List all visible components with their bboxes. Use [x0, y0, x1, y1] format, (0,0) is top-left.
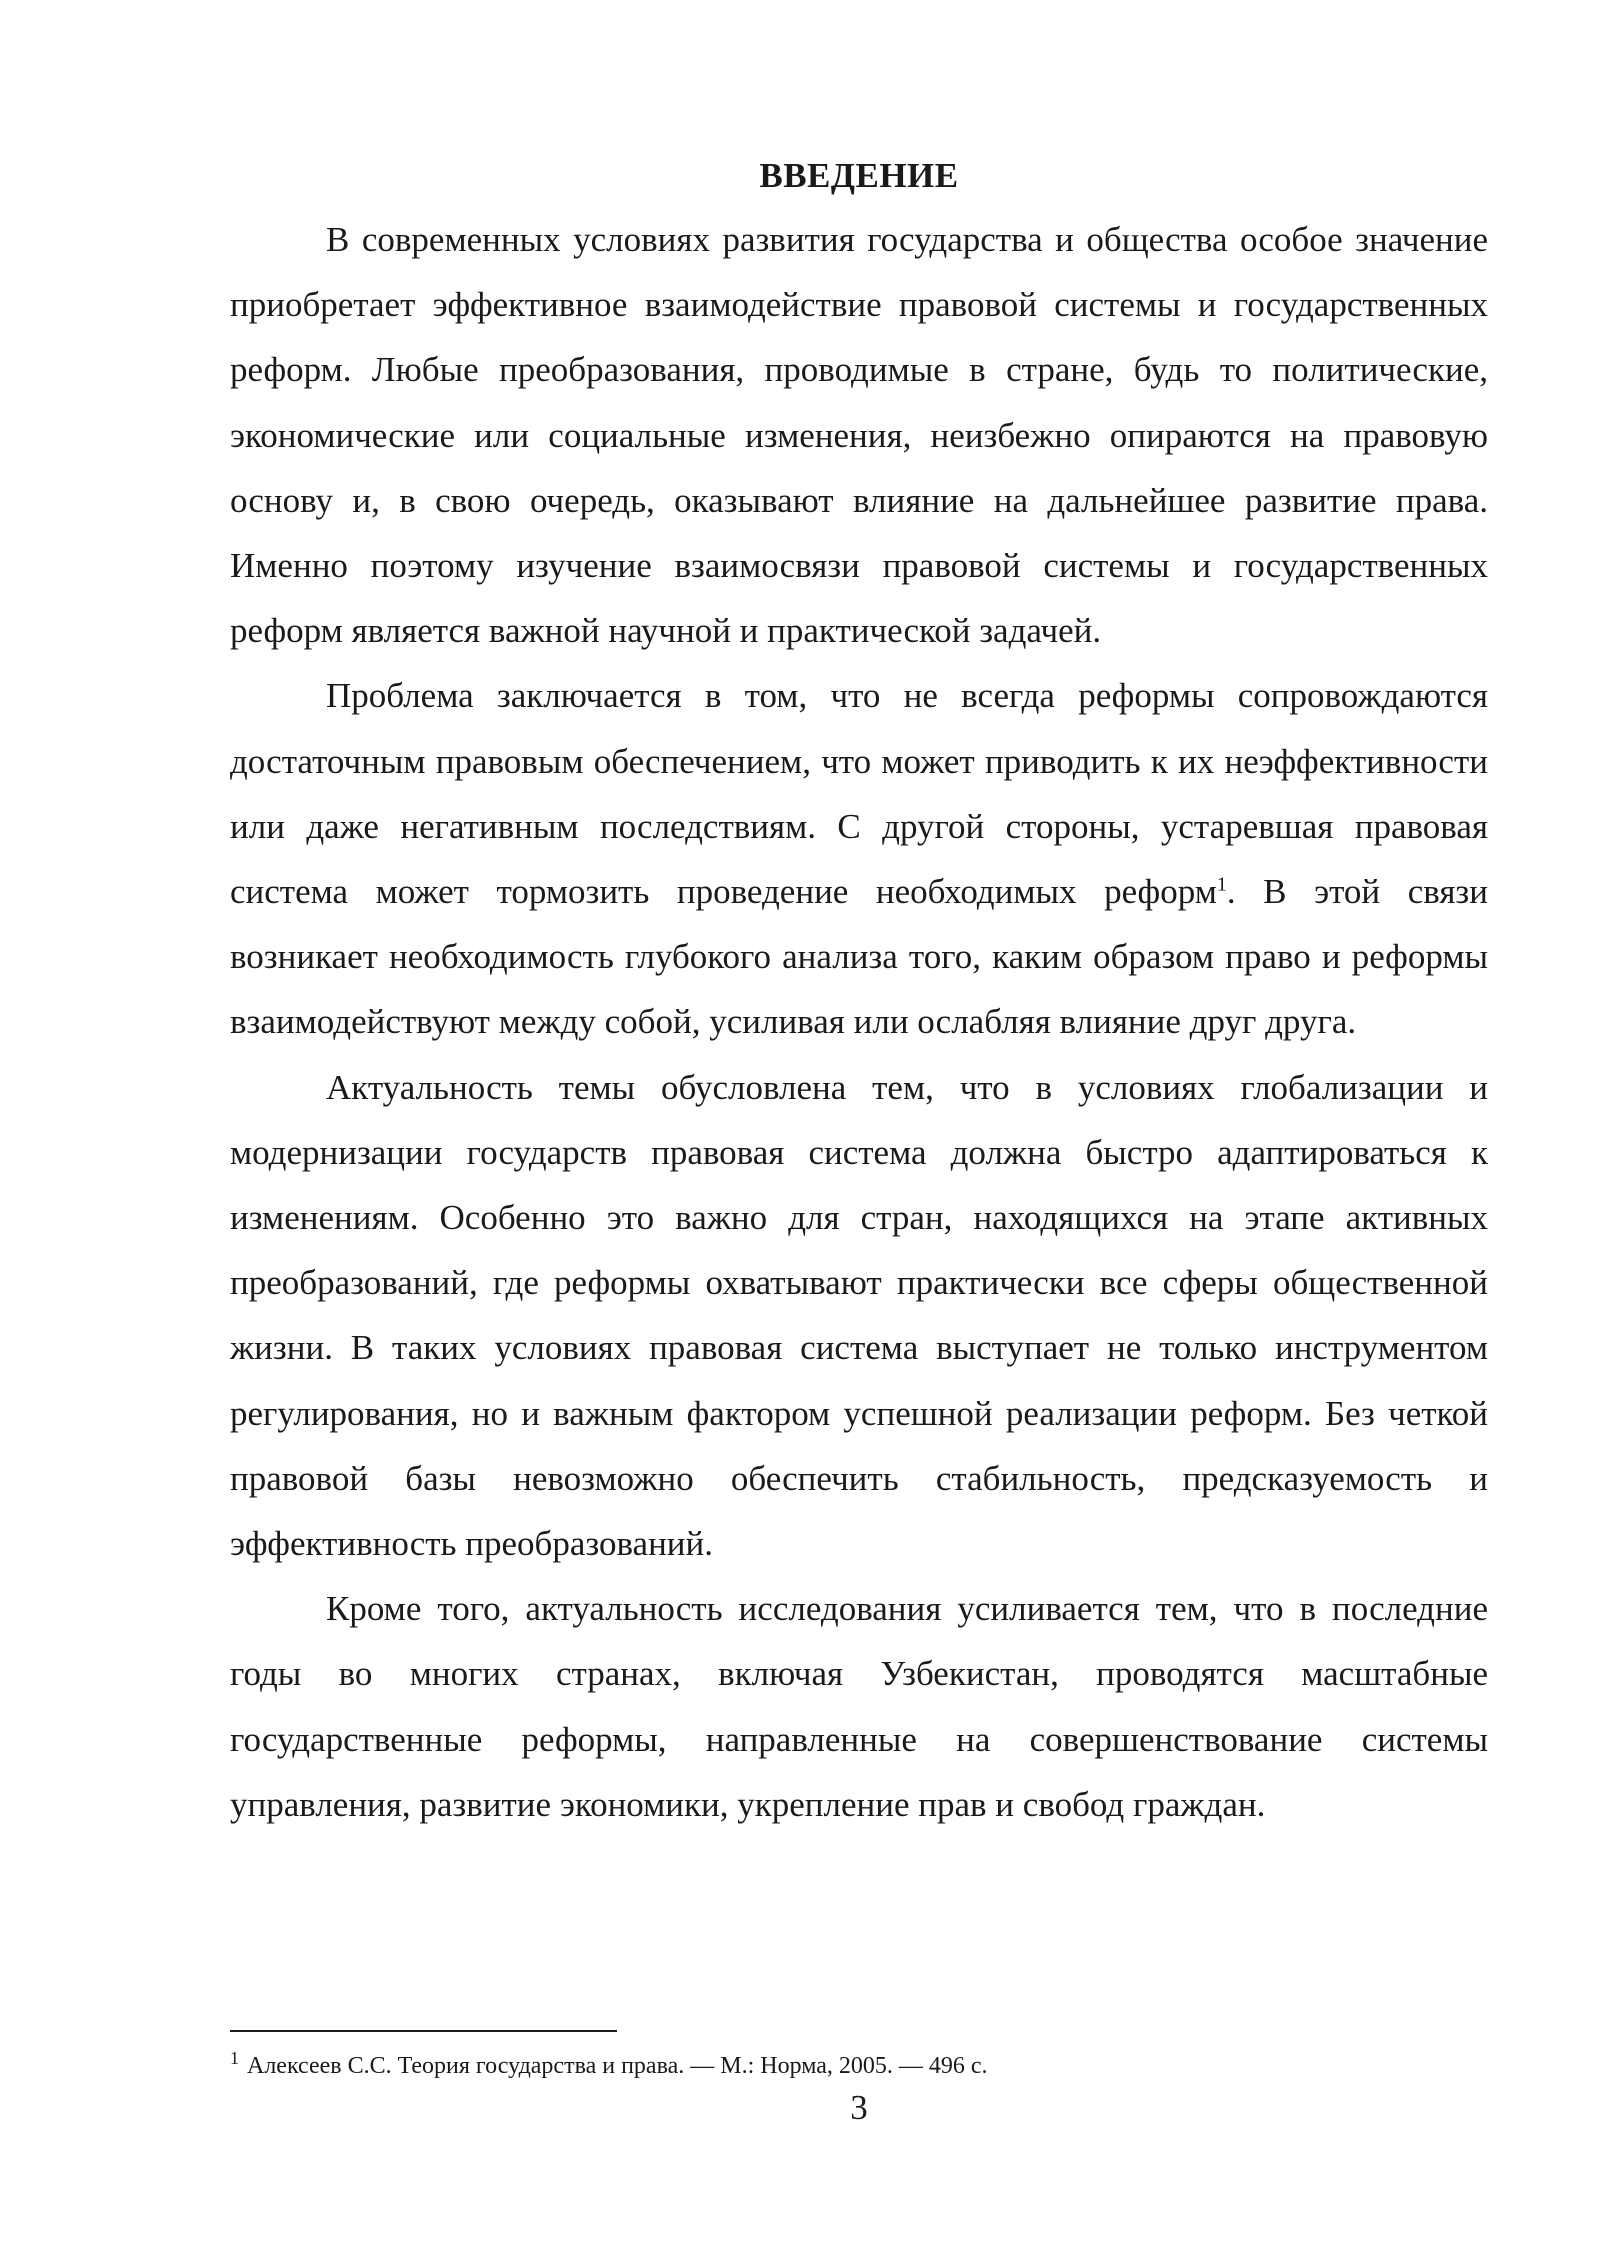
paragraph-relevance: Актуальность темы обусловлена тем, что в условиях глобализации и модернизации государств правовая система должна быстро адаптироваться к изменениям. Особенно это важно для стран, находящихся на этапе активных преобразований, где реформы охватывают практически все сферы общественной жизни. В таких условиях правовая система выступает не только инструментом регулирования, но и важным фактором успешной реализации реформ. Без четкой правовой базы невозможно обеспечить стабильность, предсказуемость и эффективность преобразований. [230, 1067, 1488, 1564]
body-text [230, 207, 1488, 1837]
footnote [230, 2048, 1488, 2084]
footnote-divider [230, 2030, 617, 2032]
page-number: 3 [850, 2088, 868, 2127]
paragraph-intro: В современных условиях развития государства и общества особое значение приобретает эффективное взаимодействие правовой системы и государственных реформ. Любые преобразования, проводимые в стране, будь то политические, экономические или социальные изменения, неизбежно опираются на правовую основу и, в свою очередь, оказывают влияние на дальнейшее развитие права. Именно поэтому изучение взаимосвязи правовой системы и государственных реформ является важной научной и практической задачей. [230, 220, 1488, 651]
paragraph-problem-text-after: . В этой связи возникает необходимость глубокого анализа того, каким образом право и реформы взаимодействуют между собой, усиливая или ослабляя влияние друг друга. [230, 872, 1488, 1042]
paragraph-problem-text-before: Проблема заключается в том, что не всегда реформы сопровождаются достаточным правовым обеспечением, что может приводить к их неэффективности или даже негативным последствиям. С другой стороны, устаревшая правовая система может тормозить проведение необходимых реформ [230, 676, 1488, 912]
footnote-marker: 1 [230, 2048, 239, 2068]
footnote-reference[interactable]: 1 [1216, 873, 1227, 896]
paragraph-problem [230, 663, 1488, 1054]
paragraph-additional: Кроме того, актуальность исследования усиливается тем, что в последние годы во многих странах, включая Узбекистан, проводятся масштабные государственные реформы, направленные на совершенствование системы управления, развитие экономики, укрепление прав и свобод граждан. [230, 1589, 1488, 1824]
section-heading: ВВЕДЕНИЕ [759, 156, 959, 195]
footnote-text: Алексеев С.С. Теория государства и права. — М.: Норма, 2005. — 496 с. [247, 2053, 988, 2079]
